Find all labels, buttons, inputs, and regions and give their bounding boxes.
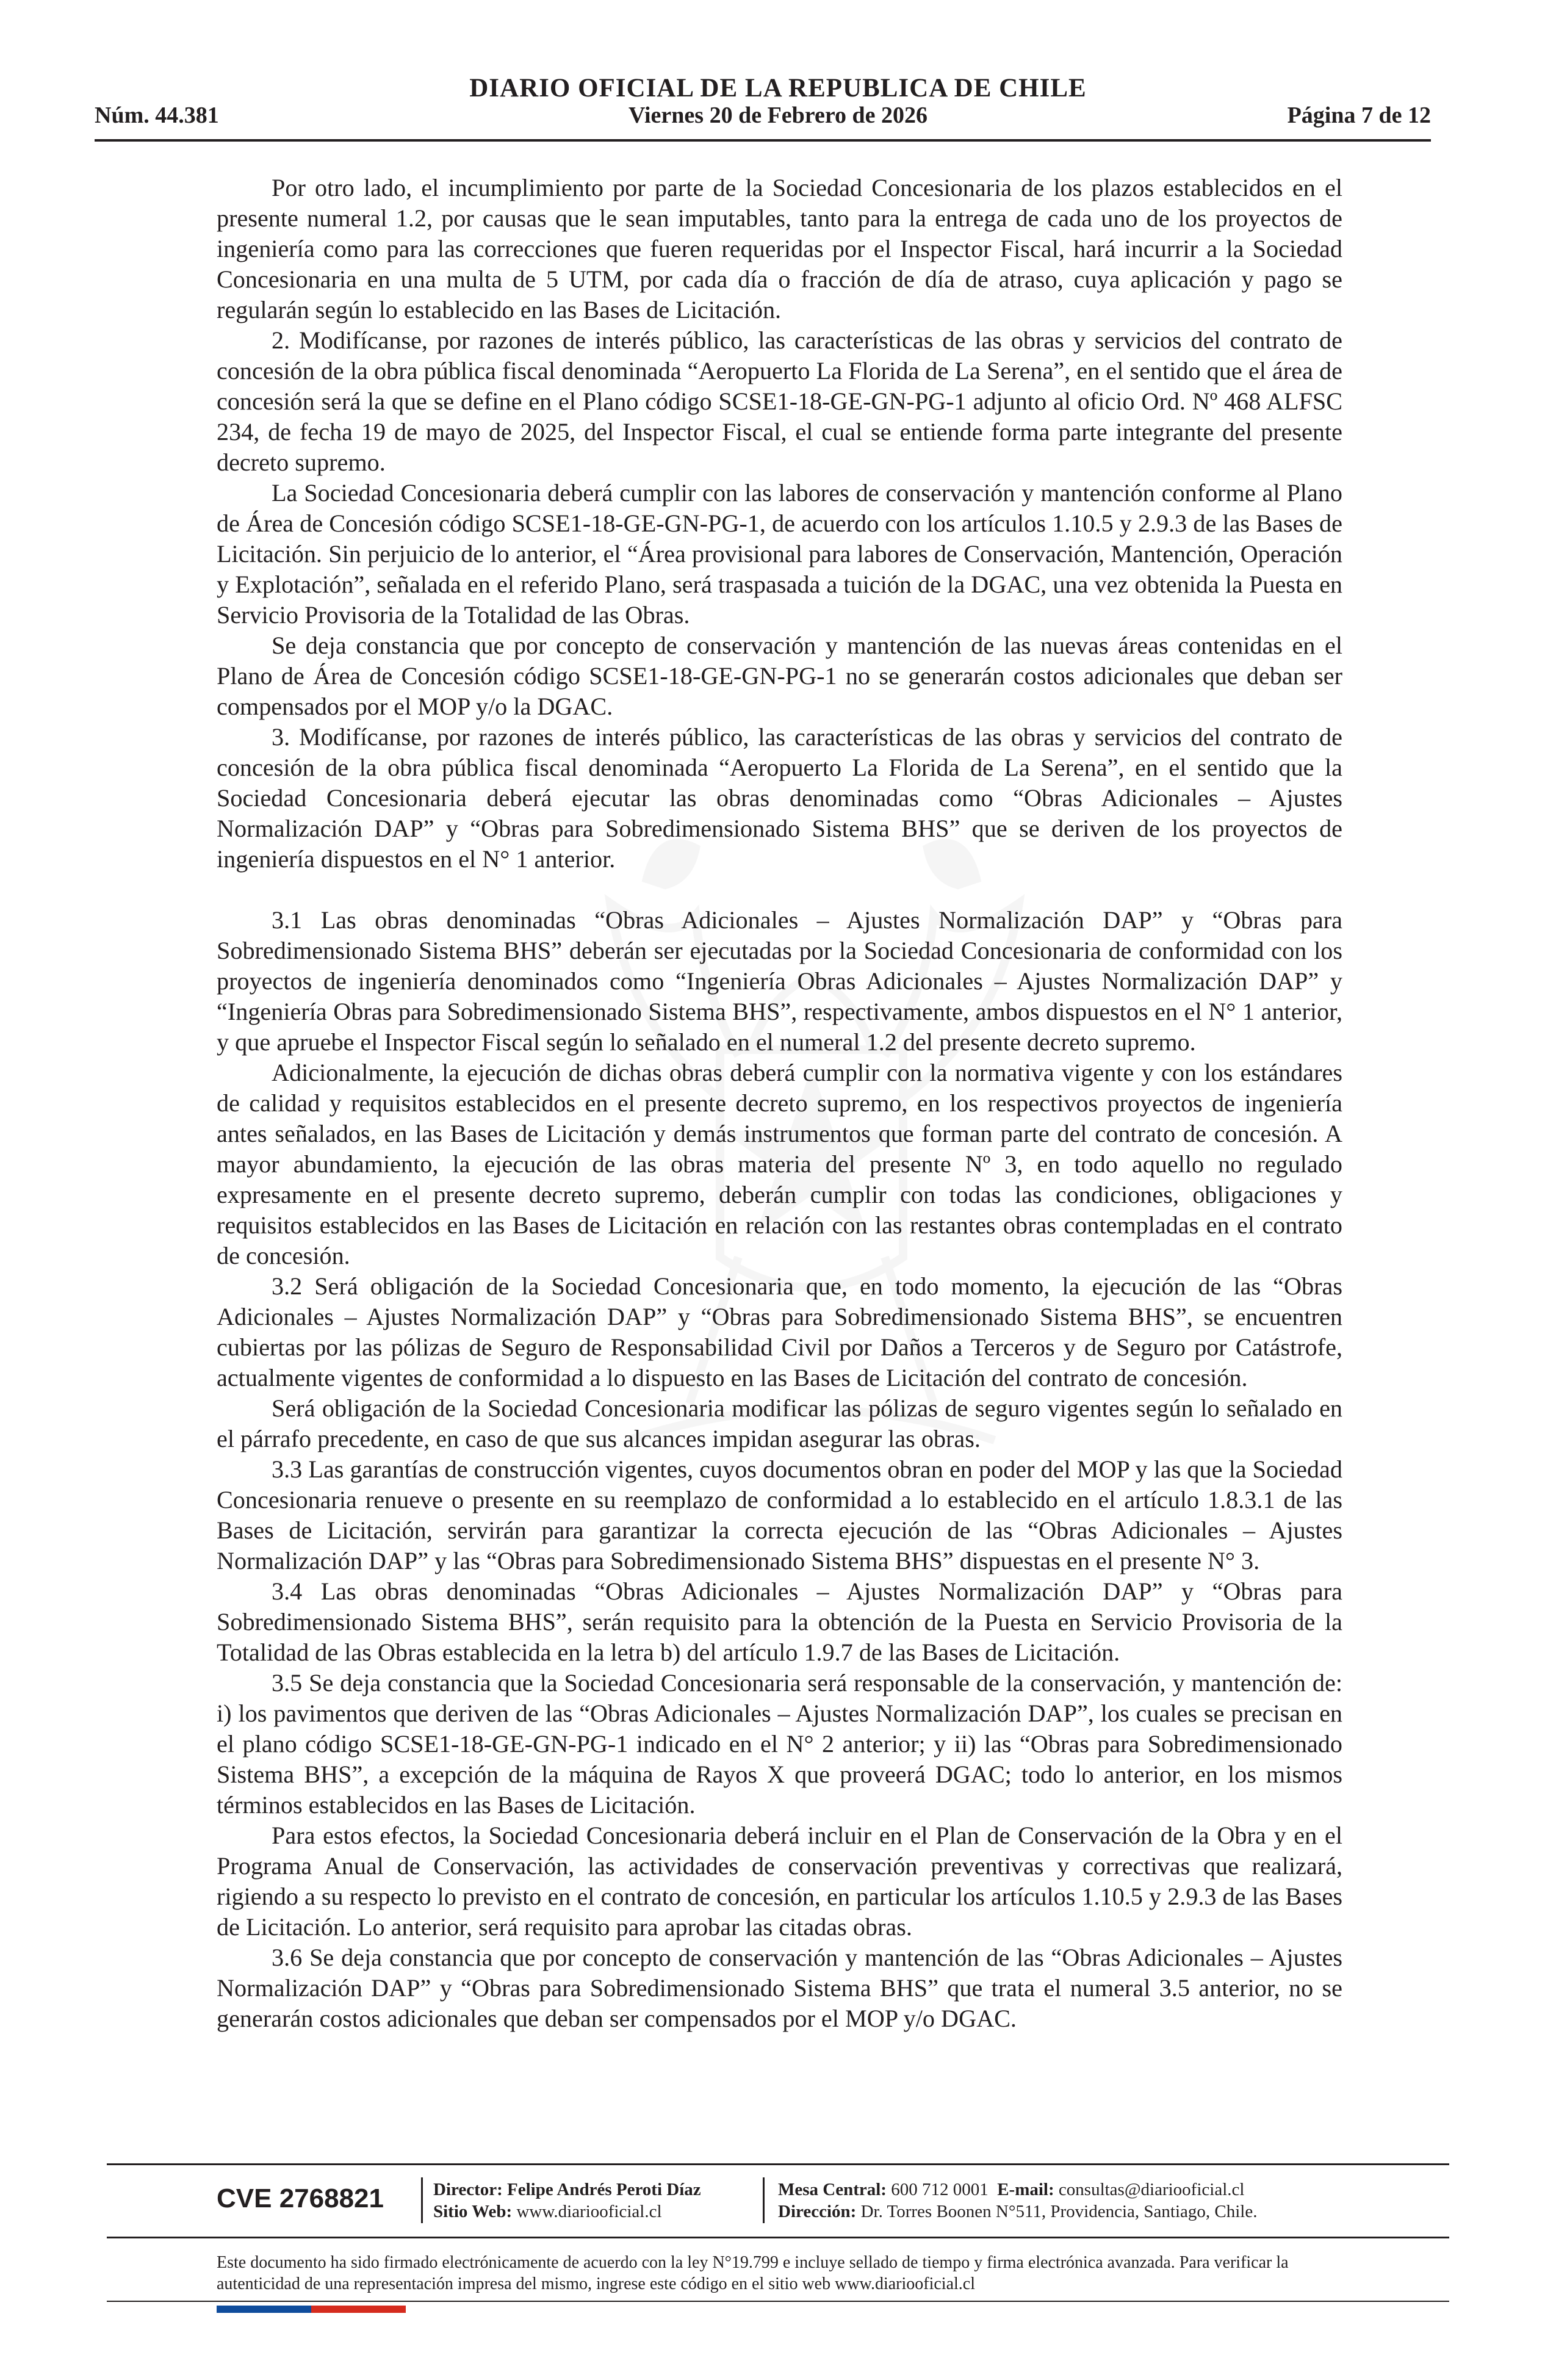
paragraph: Para estos efectos, la Sociedad Concesionaria deberá incluir en el Plan de Conservación de la Obra y en el Programa Anual de Conservación, las actividades de conservación preventivas y correctivas que realizará, rigiendo a su respecto lo previsto en el contrato de concesión, en particular los artículos 1.10.5 y 2.9.3 de las Bases de Licitación. Lo anterior, será requisito para aprobar las citadas obras. [217, 1822, 1342, 1941]
footer-divider [421, 2177, 423, 2223]
issue-number: Núm. 44.381 [95, 103, 219, 128]
paragraph: Adicionalmente, la ejecución de dichas obras deberá cumplir con la normativa vigente y con los estándares de calidad y requisitos establecidos en el presente decreto supremo, en los respectivos proyectos de ingeniería antes señalados, en las Bases de Licitación y demás instrumentos que forman parte del contrato de concesión. A mayor abundamiento, la ejecución de las obras materia del presente Nº 3, en todo aquello no regulado expresamente en el presente decreto supremo, deberán cumplir con todas las condiciones, obligaciones y requisitos establecidos en las Bases de Licitación en relación con las restantes obras contempladas en el contrato de concesión. [217, 1059, 1342, 1269]
page-number: Página 7 de 12 [1287, 103, 1431, 128]
footer-divider [763, 2177, 765, 2223]
footer-top-rule [107, 2163, 1449, 2165]
header-rule [95, 139, 1431, 142]
document-body [217, 173, 1342, 2034]
paragraph: 3. Modifícanse, por razones de interés público, las características de las obras y servicios del contrato de concesión de la obra pública fiscal denominada “Aeropuerto La Florida de La Serena”, en el sentido que la Sociedad Concesionaria deberá ejecutar las obras denominadas como “Obras Adicionales – Ajustes Normalización DAP” y “Obras para Sobredimensionado Sistema BHS” que se deriven de los proyectos de ingeniería dispuestos en el N° 1 anterior. [217, 723, 1342, 873]
paragraph: 3.4 Las obras denominadas “Obras Adicionales – Ajustes Normalización DAP” y “Obras para Sobredimensionado Sistema BHS”, serán requisito para la obtención de la Puesta en Servicio Provisoria de la Totalidad de las Obras establecida en la letra b) del artículo 1.9.7 de las Bases de Licitación. [217, 1578, 1342, 1666]
footer-director-block [433, 2179, 701, 2223]
paragraph: 3.1 Las obras denominadas “Obras Adicionales – Ajustes Normalización DAP” y “Obras para Sobredimensionado Sistema BHS” deberán ser ejecutadas por la Sociedad Concesionaria de conformidad con los proyectos de ingeniería denominados como “Ingeniería Obras Adicionales – Ajustes Normalización DAP” y “Ingeniería Obras para Sobredimensionado Sistema BHS”, respectivamente, ambos dispuestos en el N° 1 anterior, y que apruebe el Inspector Fiscal según lo señalado en el numeral 1.2 del presente decreto supremo. [217, 906, 1342, 1056]
issue-date: Viernes 20 de Febrero de 2026 [628, 103, 928, 128]
email-label: E-mail: [997, 2180, 1054, 2199]
paragraph: Se deja constancia que por concepto de conservación y mantención de las nuevas áreas contenidas en el Plano de Área de Concesión código SCSE1-18-GE-GN-PG-1 no se generarán costos adicionales que deban ser compensados por el MOP y/o la DGAC. [217, 632, 1342, 720]
director-name: Felipe Andrés Peroti Díaz [507, 2180, 701, 2199]
paragraph: 3.3 Las garantías de construcción vigentes, cuyos documentos obran en poder del MOP y las que la Sociedad Concesionaria renueve o presente en su reemplazo de conformidad a lo establecido en el artículo 1.8.3.1 de las Bases de Licitación, servirán para garantizar la correcta ejecución de las “Obras Adicionales – Ajustes Normalización DAP” y las “Obras para Sobredimensionado Sistema BHS” dispuestas en el presente N° 3. [217, 1455, 1342, 1574]
flag-red-segment [311, 2306, 406, 2313]
web-label: Sitio Web: [433, 2202, 513, 2221]
web-link[interactable]: www.diariooficial.cl [516, 2202, 662, 2221]
phone-label: Mesa Central: [778, 2180, 887, 2199]
footer-contact-block [778, 2179, 1257, 2223]
cve-code: CVE 2768821 [217, 2183, 384, 2213]
paragraph: Será obligación de la Sociedad Concesionaria modificar las pólizas de seguro vigentes según lo señalado en el párrafo precedente, en caso de que sus alcances impidan asegurar las obras. [217, 1394, 1342, 1452]
paragraph: 3.2 Será obligación de la Sociedad Concesionaria que, en todo momento, la ejecución de las “Obras Adicionales – Ajustes Normalización DAP” y “Obras para Sobredimensionado Sistema BHS”, se encuentren cubiertas por las pólizas de Seguro de Responsabilidad Civil por Daños a Terceros y de Seguro por Catástrofe, actualmente vigentes de conformidad a lo dispuesto en las Bases de Licitación del contrato de concesión. [217, 1272, 1342, 1391]
chilean-flag-stripe [217, 2306, 406, 2313]
electronic-signature-disclaimer: Este documento ha sido firmado electrónicamente de acuerdo con la ley N°19.799 e incluye sellado de tiempo y firma electrónica avanzada. Para verificar la autenticidad de una representación impresa del mismo, ingrese este código en el sitio web www.diariooficial.cl [217, 2253, 1289, 2293]
flag-blue-segment [217, 2306, 311, 2313]
footer-bottom-rule [107, 2301, 1449, 2302]
email-link[interactable]: consultas@diariooficial.cl [1058, 2180, 1245, 2199]
paragraph: Por otro lado, el incumplimiento por parte de la Sociedad Concesionaria de los plazos establecidos en el presente numeral 1.2, por causas que le sean imputables, tanto para la entrega de cada uno de los proyectos de ingeniería como para las correcciones que fueren requeridas por el Inspector Fiscal, hará incurrir a la Sociedad Concesionaria en una multa de 5 UTM, por cada día o fracción de día de atraso, cuya aplicación y pago se regularán según lo establecido en las Bases de Licitación. [217, 174, 1342, 323]
paragraph: 2. Modifícanse, por razones de interés público, las características de las obras y servicios del contrato de concesión de la obra pública fiscal denominada “Aeropuerto La Florida de La Serena”, en el sentido que el área de concesión será la que se define en el Plano código SCSE1-18-GE-GN-PG-1 adjunto al oficio Ord. Nº 468 ALFSC 234, de fecha 19 de mayo de 2025, del Inspector Fiscal, el cual se entiende forma parte integrante del presente decreto supremo. [217, 326, 1342, 476]
newspaper-title: DIARIO OFICIAL DE LA REPUBLICA DE CHILE [469, 74, 1087, 103]
address-value: Dr. Torres Boonen N°511, Providencia, Santiago, Chile. [860, 2202, 1258, 2221]
paragraph: La Sociedad Concesionaria deberá cumplir con las labores de conservación y mantención conforme al Plano de Área de Concesión código SCSE1-18-GE-GN-PG-1, de acuerdo con los artículos 1.10.5 y 2.9.3 de las Bases de Licitación. Sin perjuicio de lo anterior, el “Área provisional para labores de Conservación, Mantención, Operación y Explotación”, señalada en el referido Plano, será traspasada a tuición de la DGAC, una vez obtenida la Puesta en Servicio Provisoria de la Totalidad de las Obras. [217, 479, 1342, 629]
paragraph: 3.5 Se deja constancia que la Sociedad Concesionaria será responsable de la conservación, y mantención de: i) los pavimentos que deriven de las “Obras Adicionales – Ajustes Normalización DAP”, los cuales se precisan en el plano código SCSE1-18-GE-GN-PG-1 indicado en el N° 2 anterior; y ii) las “Obras para Sobredimensionado Sistema BHS”, a excepción de la máquina de Rayos X que proveerá DGAC; todo lo anterior, en los mismos términos establecidos en las Bases de Licitación. [217, 1669, 1342, 1819]
phone-value: 600 712 0001 [891, 2180, 989, 2199]
page-header [0, 0, 1556, 146]
paragraph: 3.6 Se deja constancia que por concepto de conservación y mantención de las “Obras Adicionales – Ajustes Normalización DAP” y “Obras para Sobredimensionado Sistema BHS” que trata el numeral 3.5 anterior, no se generarán costos adicionales que deban ser compensados por el MOP y/o DGAC. [217, 1944, 1342, 2032]
paragraph-gap [217, 874, 1342, 905]
address-label: Dirección: [778, 2202, 857, 2221]
footer-mid-rule [107, 2237, 1449, 2238]
director-label: Director: [433, 2180, 503, 2199]
